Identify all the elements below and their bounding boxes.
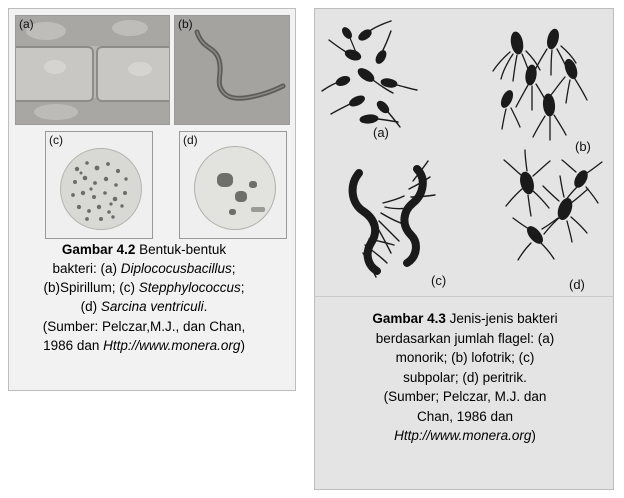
bacteria-cell bbox=[15, 46, 94, 102]
flagella-types-drawing bbox=[321, 13, 607, 301]
flagella-label-a: (a) bbox=[373, 125, 389, 140]
bacteria-colony bbox=[217, 173, 233, 187]
subpolar-group bbox=[353, 161, 435, 277]
flagella-label-b: (b) bbox=[575, 139, 591, 154]
caption-line-6-post: ) bbox=[240, 337, 245, 353]
figure-4-3-caption bbox=[325, 309, 605, 446]
caption-line-2: berdasarkan jumlah flagel: (a) bbox=[375, 330, 555, 346]
figure-4-3-container bbox=[314, 8, 614, 490]
species-name-a: Diplococusbacillus bbox=[120, 261, 232, 277]
figure-number: Gambar 4.2 bbox=[61, 242, 136, 257]
cell-inclusion bbox=[44, 60, 66, 74]
dish-marking bbox=[251, 207, 265, 212]
flagella-illustration bbox=[321, 13, 607, 301]
cell-inclusion bbox=[128, 62, 152, 76]
caption-line-3: monorik; (b) lofotrik; (c) bbox=[395, 350, 535, 366]
micrograph-panel-b bbox=[174, 15, 290, 125]
caption-line-6 bbox=[8, 336, 280, 355]
caption-line-6: Chan, 1986 dan bbox=[416, 408, 514, 424]
spirillum-shape bbox=[175, 16, 290, 125]
caption-line-1 bbox=[8, 240, 280, 259]
caption-line-3 bbox=[8, 278, 280, 297]
species-name-d: Sarcina ventriculi bbox=[100, 299, 204, 315]
caption-line-5: (Sumber: Pelczar,M.J., dan Chan, bbox=[42, 318, 246, 334]
caption-line-2-pre: bakteri: (a) bbox=[52, 261, 121, 277]
species-name-c: Stepphylococcus bbox=[138, 280, 241, 296]
petri-dish-panel-c bbox=[45, 131, 153, 239]
petri-dish bbox=[194, 146, 276, 230]
petri-dish bbox=[60, 148, 142, 230]
caption-line-4: subpolar; (d) peritrik. bbox=[403, 369, 527, 385]
panel-a-artifact bbox=[34, 104, 78, 120]
bacteria-colony bbox=[229, 209, 236, 215]
panel-label-c: (c) bbox=[49, 133, 63, 147]
source-url-left[interactable]: Http://www.monera.org bbox=[103, 337, 241, 353]
caption-line-2-post: ; bbox=[231, 261, 236, 277]
caption-line-5: (Sumber; Pelczar, M.J. dan bbox=[383, 389, 547, 405]
lophotrichous-group bbox=[493, 28, 587, 140]
caption-line-7-post: ) bbox=[531, 428, 536, 444]
flagella-label-d: (d) bbox=[569, 277, 585, 292]
staphylococcus-colonies bbox=[61, 149, 141, 229]
peritrichous-group bbox=[504, 150, 602, 260]
panel-label-a: (a) bbox=[19, 17, 34, 31]
caption-line-2 bbox=[8, 259, 280, 278]
petri-dish-panel-d bbox=[179, 131, 287, 239]
bacteria-colony bbox=[235, 191, 247, 202]
figure-number: Gambar 4.3 bbox=[372, 311, 446, 326]
micrograph-panel-a bbox=[15, 15, 170, 125]
caption-line-1 bbox=[325, 309, 605, 329]
source-url-right[interactable]: Http://www.monera.org bbox=[394, 428, 532, 444]
figure-divider bbox=[314, 296, 614, 297]
panel-label-d: (d) bbox=[183, 133, 198, 147]
flagella-label-c: (c) bbox=[431, 273, 447, 288]
caption-line-4-post: . bbox=[203, 299, 208, 315]
caption-line-1-rest: Bentuk-bentuk bbox=[135, 242, 227, 257]
panel-label-b: (b) bbox=[178, 17, 193, 31]
caption-line-6-pre: 1986 dan bbox=[43, 337, 104, 353]
caption-line-7 bbox=[325, 426, 605, 446]
caption-line-4-pre: (d) bbox=[80, 299, 101, 315]
monotrichous-group bbox=[322, 21, 417, 127]
caption-line-3-post: ; bbox=[240, 280, 245, 296]
figure-4-2-caption bbox=[8, 240, 280, 355]
caption-line-3-pre: (b)Spirillum; (c) bbox=[43, 280, 139, 296]
panel-a-artifact bbox=[112, 20, 148, 36]
caption-line-1-rest: Jenis-jenis bakteri bbox=[445, 311, 558, 326]
bacteria-colony bbox=[249, 181, 257, 188]
caption-line-4 bbox=[8, 297, 280, 316]
